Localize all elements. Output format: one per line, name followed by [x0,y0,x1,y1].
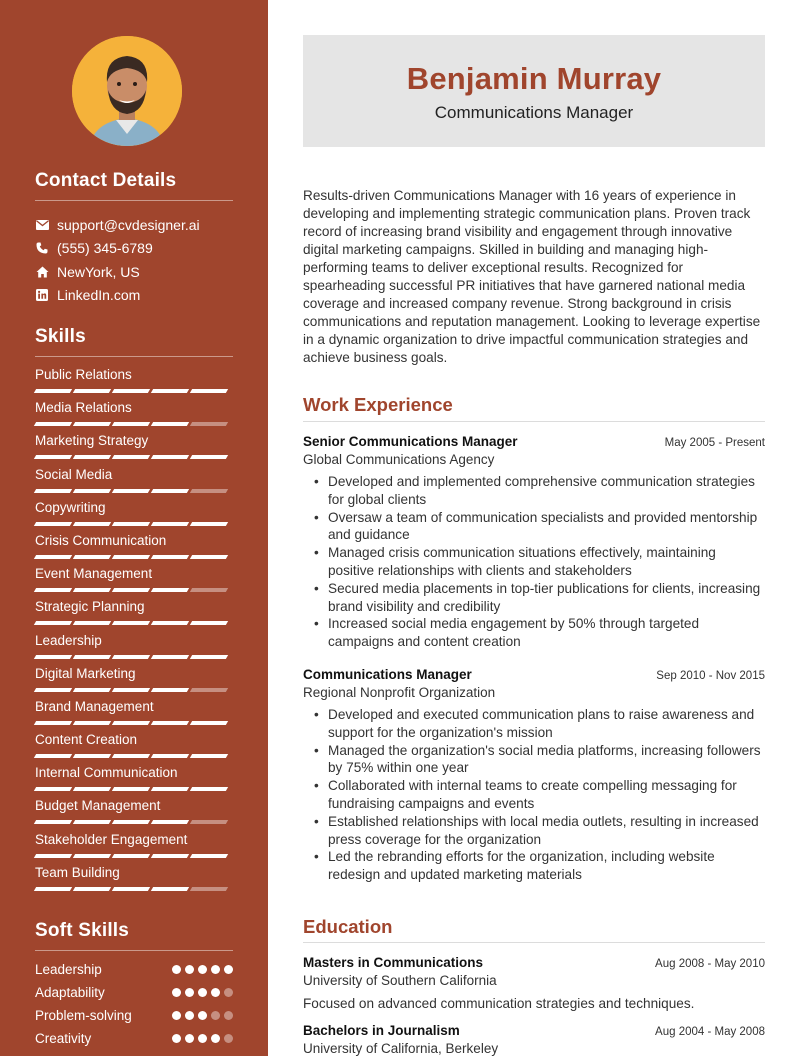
education-heading: Education [303,916,393,937]
skill-level-segment [112,820,150,824]
job-bullets [303,473,765,651]
skill-level-segment [190,621,228,625]
skill-level-bar [35,489,227,493]
skill-level-bar [35,754,227,758]
skill-level-bar [35,721,227,725]
candidate-name: Benjamin Murray [406,61,662,96]
skill-label: Content Creation [35,732,138,748]
skill-level-bar [35,820,227,824]
skill-level-segment [112,555,150,559]
skill-level-segment [112,588,150,592]
skill-label: Strategic Planning [35,599,145,615]
skill-level-segment [112,854,150,858]
skill-item [35,663,233,696]
degree: Masters in Communications [303,955,484,970]
skill-label: Brand Management [35,698,154,714]
skill-label: Budget Management [35,798,161,814]
education-entry [303,1023,765,1056]
divider [35,950,233,951]
soft-skill-label: Problem-solving [35,1008,132,1023]
skill-level-bar [35,588,227,592]
soft-skill-label: Adaptability [35,985,105,1000]
skill-level-segment [34,522,72,526]
skill-level-segment [190,455,228,459]
skill-label: Marketing Strategy [35,433,149,449]
skills-list [35,364,233,895]
summary-text: Results-driven Communications Manager with 16 years of experience in developing and implementing strategic communication plans. Proven track record of increasing brand visibility and engagement through innovative digital marketing campaigns. Skilled in building and managing high-performing teams to deliver exceptional results. Recognized for spearheading successful PR initiatives that have garnered national media coverage and increased company revenue. Strong background in crisis communications and reputation management. Looking to leverage expertise in a dynamic organization to drive impactful communication strategies and achieve business goals. [303,188,761,365]
skill-level-segment [112,655,150,659]
rating-dot [224,965,233,974]
skill-level-segment [190,721,228,725]
soft-skill-item [35,1027,233,1050]
list-item: • Managed crisis communication situations effectively, maintaining positive relationships with clients and stakeholders [328,544,765,580]
contact-location [35,260,233,284]
divider [35,356,233,357]
skill-level-segment [34,887,72,891]
contact-phone[interactable] [35,237,233,261]
skill-level-segment [73,721,111,725]
skill-level-segment [151,588,189,592]
job-dates: Sep 2010 - Nov 2015 [656,670,765,682]
skill-level-bar [35,555,227,559]
rating-dot [172,988,181,997]
skill-label: Crisis Communication [35,532,167,548]
rating-dot [185,988,194,997]
skill-level-segment [73,820,111,824]
linkedin-icon [35,288,49,302]
skill-level-segment [151,787,189,791]
contact-email-text: support@cvdesigner.ai [57,216,200,233]
rating-dot [185,1034,194,1043]
skill-level-segment [73,522,111,526]
skill-level-segment [151,422,189,426]
skill-level-segment [151,455,189,459]
skill-level-segment [73,854,111,858]
skill-level-segment [34,422,72,426]
rating-dot [198,965,207,974]
skill-item [35,862,233,895]
skill-level-segment [112,721,150,725]
rating-dot [198,1034,207,1043]
contact-location-text: NewYork, US [57,263,140,280]
skill-level-segment [73,887,111,891]
skill-level-bar [35,688,227,692]
skill-level-segment [73,489,111,493]
skill-level-segment [34,555,72,559]
envelope-icon [35,218,49,232]
skill-level-bar [35,854,227,858]
rating-dot [185,1011,194,1020]
soft-skill-item [35,981,233,1004]
rating-dot [198,988,207,997]
skill-level-segment [34,455,72,459]
soft-skill-rating [172,965,233,974]
skill-level-segment [112,422,150,426]
education-dates: Aug 2008 - May 2010 [655,958,765,970]
job-role: Communications Manager [303,667,472,682]
rating-dot [172,1011,181,1020]
skill-item [35,397,233,430]
skill-label: Stakeholder Engagement [35,831,188,847]
soft-skill-item [35,958,233,981]
skill-level-segment [73,787,111,791]
skill-level-segment [190,555,228,559]
skill-level-segment [190,588,228,592]
skill-item [35,630,233,663]
skill-level-segment [73,555,111,559]
skill-level-segment [112,621,150,625]
rating-dot [211,965,220,974]
skill-label: Media Relations [35,400,132,416]
skill-item [35,729,233,762]
home-icon [35,265,49,279]
skill-level-segment [190,688,228,692]
skill-level-segment [112,389,150,393]
job-role: Senior Communications Manager [303,434,518,449]
rating-dot [211,1011,220,1020]
skill-level-bar [35,422,227,426]
job-dates: May 2005 - Present [664,437,765,449]
job-org: Regional Nonprofit Organization [303,685,496,700]
skill-label: Team Building [35,864,120,880]
rating-dot [224,988,233,997]
skill-level-segment [112,887,150,891]
skill-label: Digital Marketing [35,665,136,681]
job-entry [303,667,765,884]
soft-skill-rating [172,1011,233,1020]
skill-level-bar [35,522,227,526]
skill-label: Internal Communication [35,765,178,781]
list-item: • Led the rebranding efforts for the organization, including website redesign and updated marketing materials [328,848,765,884]
skill-level-segment [190,787,228,791]
skill-level-segment [190,389,228,393]
skill-level-segment [151,655,189,659]
skill-level-segment [34,588,72,592]
soft-skill-item [35,1004,233,1027]
soft-skill-rating [172,988,233,997]
skill-level-segment [34,621,72,625]
skill-label: Social Media [35,466,113,482]
skill-level-segment [190,887,228,891]
skill-level-segment [73,422,111,426]
contact-list [35,213,233,307]
sidebar [0,0,268,1056]
skill-level-segment [151,754,189,758]
education-dates: Aug 2004 - May 2008 [655,1026,765,1038]
rating-dot [224,1034,233,1043]
skill-level-segment [34,389,72,393]
skill-level-segment [112,754,150,758]
skill-level-segment [151,721,189,725]
skill-level-segment [73,688,111,692]
job-bullets [303,706,765,884]
rating-dot [224,1011,233,1020]
skill-item [35,596,233,629]
skill-item [35,762,233,795]
skill-item [35,829,233,862]
school: University of California, Berkeley [303,1041,499,1056]
contact-linkedin-text: LinkedIn.com [57,287,141,304]
skill-level-segment [190,754,228,758]
skill-level-segment [151,820,189,824]
skill-level-segment [34,489,72,493]
rating-dot [211,988,220,997]
contact-heading: Contact Details [35,170,177,191]
skill-level-segment [190,820,228,824]
divider [35,200,233,201]
divider [303,942,765,943]
skill-level-bar [35,787,227,791]
skill-level-segment [190,655,228,659]
skill-level-segment [34,688,72,692]
soft-skills-heading: Soft Skills [35,920,130,941]
skill-level-segment [190,489,228,493]
skill-level-segment [190,854,228,858]
skill-level-segment [151,621,189,625]
phone-icon [35,241,49,255]
skill-item [35,696,233,729]
skill-item [35,563,233,596]
skill-level-segment [73,455,111,459]
list-item: • Increased social media engagement by 50% through targeted campaigns and content creation [328,615,765,651]
skill-level-segment [34,655,72,659]
candidate-title: Communications Manager [434,103,634,122]
skill-level-segment [73,588,111,592]
skill-level-segment [73,754,111,758]
skill-level-segment [112,522,150,526]
rating-dot [185,965,194,974]
skills-heading: Skills [35,326,86,347]
skill-level-segment [73,655,111,659]
soft-skills-list [35,958,233,1050]
skill-level-segment [112,489,150,493]
skill-level-segment [151,688,189,692]
skill-item [35,464,233,497]
list-item: • Oversaw a team of communication specialists and provided mentorship and guidance [328,509,765,545]
skill-level-bar [35,455,227,459]
rating-dot [172,1034,181,1043]
skill-level-segment [34,721,72,725]
skill-level-segment [151,887,189,891]
name-header [303,35,765,147]
skill-label: Copywriting [35,499,106,515]
rating-dot [172,965,181,974]
list-item: • Developed and executed communication plans to raise awareness and support for the organization's mission [328,706,765,742]
skill-label: Leadership [35,632,102,648]
skill-level-bar [35,887,227,891]
skill-level-segment [190,422,228,426]
education-entry [303,955,765,1011]
soft-skill-label: Leadership [35,962,102,977]
school: University of Southern California [303,973,497,988]
skill-level-segment [112,688,150,692]
skill-level-segment [34,754,72,758]
list-item: • Collaborated with internal teams to create compelling messaging for fundraising campaigns and events [328,777,765,813]
contact-email[interactable] [35,213,233,237]
rating-dot [211,1034,220,1043]
list-item: • Secured media placements in top-tier publications for clients, increasing brand visibility and credibility [328,580,765,616]
skill-item [35,497,233,530]
skill-level-segment [151,489,189,493]
work-heading: Work Experience [303,394,453,415]
skill-label: Event Management [35,566,153,582]
list-item: • Established relationships with local media outlets, resulting in increased press coverage for the organization [328,813,765,849]
list-item: • Managed the organization's social media platforms, increasing followers by 75% within one year [328,742,765,778]
skill-level-segment [151,389,189,393]
soft-skill-label: Creativity [35,1031,92,1046]
skill-level-segment [112,455,150,459]
skill-item [35,364,233,397]
skill-item [35,530,233,563]
skill-level-segment [151,522,189,526]
skill-item [35,795,233,828]
avatar [72,36,182,146]
contact-phone-text: (555) 345-6789 [57,240,153,257]
list-item: • Developed and implemented comprehensive communication strategies for global clients [328,473,765,509]
skill-level-segment [73,621,111,625]
skill-level-segment [112,787,150,791]
contact-linkedin[interactable] [35,284,233,308]
skill-level-segment [34,820,72,824]
skill-level-segment [34,854,72,858]
skill-level-segment [151,854,189,858]
job-org: Global Communications Agency [303,452,495,467]
skill-level-bar [35,655,227,659]
skill-level-segment [34,787,72,791]
skill-level-segment [73,389,111,393]
skill-item [35,430,233,463]
rating-dot [198,1011,207,1020]
degree: Bachelors in Journalism [303,1023,460,1038]
skill-label: Public Relations [35,367,132,382]
divider [303,421,765,422]
education-description: Focused on advanced communication strategies and techniques. [303,996,695,1011]
soft-skill-rating [172,1034,233,1043]
skill-level-bar [35,389,227,393]
person-portrait-icon [72,36,182,146]
skill-level-segment [151,555,189,559]
job-entry [303,434,765,651]
skill-level-bar [35,621,227,625]
skill-level-segment [190,522,228,526]
